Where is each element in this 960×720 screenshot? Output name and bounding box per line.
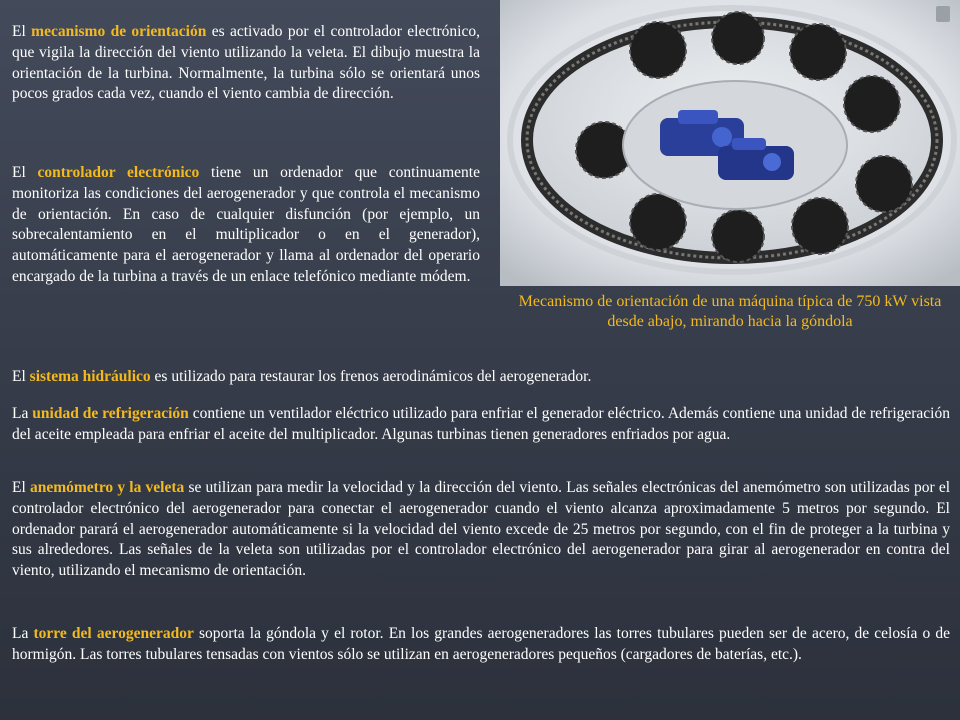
text-post: es utilizado para restaurar los frenos aerodinámicos del aerogenerador. — [150, 368, 592, 385]
term-controller: controlador electrónico — [37, 164, 200, 181]
term-tower: torre del aerogenerador — [33, 625, 194, 642]
figure-caption: Mecanismo de orientación de una máquina típica de 750 kW vista desde abajo, mirando hacia la góndola — [518, 293, 942, 330]
text-post: soporta la góndola y el rotor. En los grandes aerogeneradores las torres tubulares pueden ser de acero, de celosía o de hormigón. Las torres tubulares tensadas con vientos sólo se utilizan en aerogeneradores pequeños (cargadores de baterías, etc.). — [12, 625, 950, 663]
text-post: tiene un ordenador que continuamente monitoriza las condiciones del aerogenerador y que controla el mecanismo de orientación. En caso de cualquier disfunción (por ejemplo, un sobrecalentamiento en el multiplicador o en el generador), automáticamente para el aerogenerador y llama al ordenador del operario encargado de la turbina a través de un enlace telefónico mediante módem. — [12, 164, 480, 285]
text-pre: La — [12, 405, 33, 422]
text-pre: El — [12, 23, 32, 40]
paragraph-anemometer — [12, 478, 950, 582]
paragraph-yaw-mechanism — [12, 22, 480, 105]
term-yaw-mechanism: mecanismo de orientación — [31, 23, 207, 40]
text-pre: El — [12, 479, 30, 496]
term-anemometer: anemómetro y la veleta — [29, 479, 185, 496]
text-pre: El — [12, 164, 38, 181]
term-cooling-unit: unidad de refrigeración — [32, 405, 189, 422]
text-pre: La — [12, 625, 34, 642]
text-post: se utilizan para medir la velocidad y la dirección del viento. Las señales electrónicas del anemómetro son utilizadas por el controlador electrónico del aerogenerador para conectar el aerogenerador cuando el viento alcanza aproximadamente 5 metros por segundo. El ordenador parará el aerogenerador automáticamente si la velocidad del viento excede de 25 metros por segundo, con el fin de proteger a la turbina y sus alrededores. Las señales de la veleta son utilizadas por el controlador electrónico del aerogenerador para girar al aerogenerador en contra del viento, utilizando el mecanismo de orientación. — [12, 479, 951, 580]
text-pre: El — [12, 368, 30, 385]
paragraph-cooling-unit — [12, 404, 950, 446]
yaw-mechanism-illustration — [500, 0, 960, 286]
paragraph-tower — [12, 624, 950, 666]
paragraph-controller — [12, 163, 480, 288]
term-hydraulic-system: sistema hidráulico — [29, 368, 151, 385]
text-post: es activado por el controlador electrónico, que vigila la dirección del viento utilizando la veleta. El dibujo muestra la orientación de la turbina. Normalmente, la turbina sólo se orientará unos pocos grados cada vez, cuando el viento cambia de dirección. — [12, 23, 480, 103]
paragraph-hydraulic-system — [12, 367, 950, 388]
text-post: contiene un ventilador eléctrico utilizado para enfriar el generador eléctrico. Además contiene una unidad de refrigeración del aceite empleada para enfriar el aceite del multiplicador. Algunas turbinas tienen generadores enfriados por agua. — [12, 405, 950, 443]
yaw-mechanism-photo — [500, 0, 960, 286]
